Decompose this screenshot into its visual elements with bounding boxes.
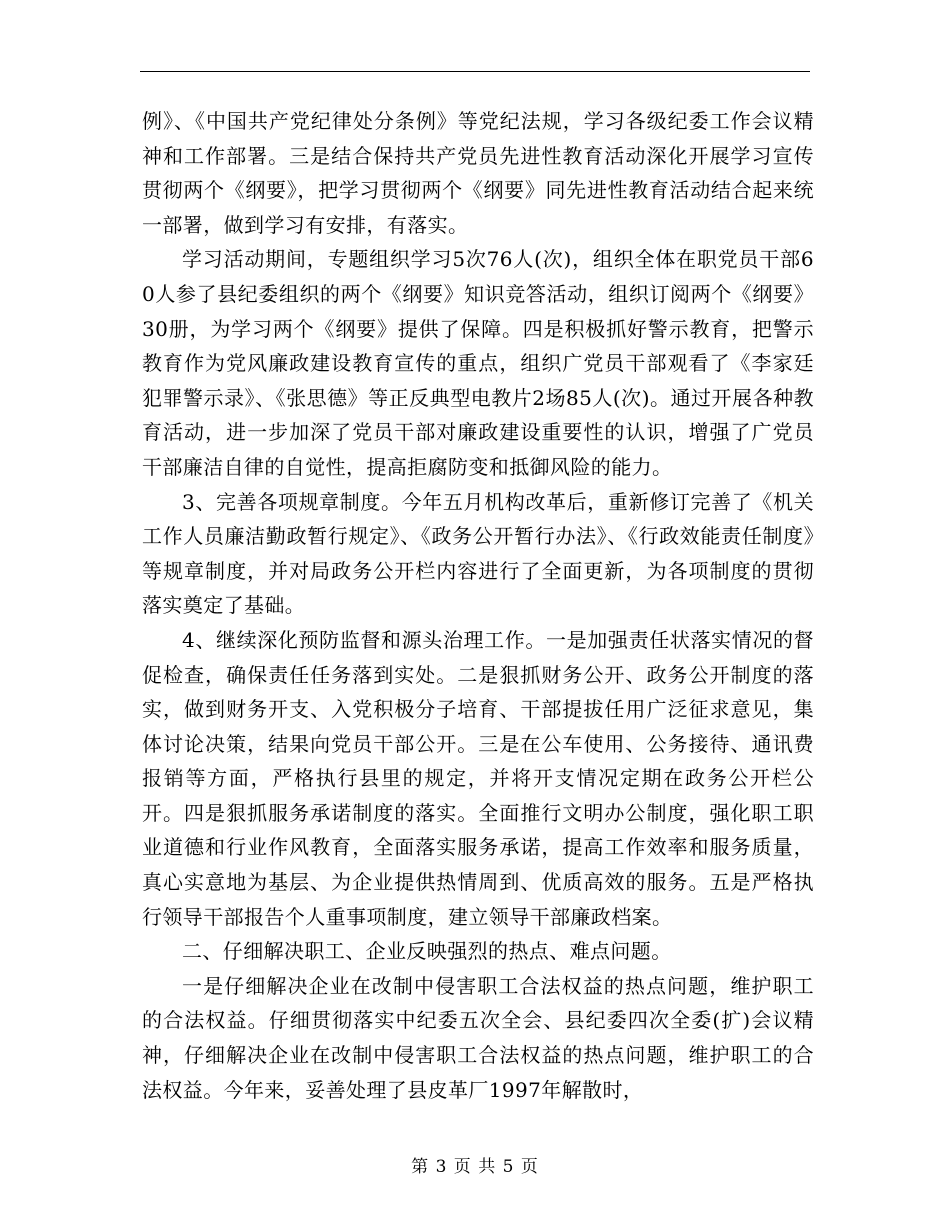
paragraph-6: 一是仔细解决企业在改制中侵害职工合法权益的热点问题，维护职工的合法权益。仔细贯彻落实中纪委五次全会、县纪委四次全委(扩)会议精神，仔细解决企业在改制中侵害职工合法权益的热点问题，维护职工的合法权益。今年来，妥善处理了县皮革厂1997年解散时， bbox=[142, 973, 814, 1102]
paragraph-3: 3、完善各项规章制度。今年五月机构改革后，重新修订完善了《机关工作人员廉洁勤政暂行规定》、《政务公开暂行办法》、《行政效能责任制度》等规章制度，并对局政务公开栏内容进行了全面更新，为各项制度的贯彻落实奠定了基础。 bbox=[142, 489, 814, 618]
section-heading: 二、仔细解决职工、企业反映强烈的热点、难点问题。 bbox=[182, 939, 672, 964]
paragraph-2: 学习活动期间，专题组织学习5次76人(次)，组织全体在职党员干部60人参了县纪委组织的两个《纲要》知识竞答活动，组织订阅两个《纲要》30册，为学习两个《纲要》提供了保障。四是积极抓好警示教育，把警示教育作为党风廉政建设教育宣传的重点，组织广党员干部观看了《李家廷犯罪警示录》、《张思德》等正反典型电教片2场85人(次)。通过开展各种教育活动，进一步加深了党员干部对廉政建设重要性的认识，增强了广党员干部廉洁自律的自觉性，提高拒腐防变和抵御风险的能力。 bbox=[142, 247, 814, 479]
document-body bbox=[142, 104, 814, 1107]
paragraph-1: 例》、《中国共产党纪律处分条例》等党纪法规，学习各级纪委工作会议精神和工作部署。三是结合保持共产党员先进性教育活动深化开展学习宣传贯彻两个《纲要》，把学习贯彻两个《纲要》同先进性教育活动结合起来统一部署，做到学习有安排，有落实。 bbox=[142, 109, 814, 237]
paragraph-4: 4、继续深化预防监督和源头治理工作。一是加强责任状落实情况的督促检查，确保责任任务落到实处。二是狠抓财务公开、政务公开制度的落实，做到财务开支、入党积极分子培育、干部提拔任用广泛征求意见，集体讨论决策，结果向党员干部公开。三是在公车使用、公务接待、通讯费报销等方面，严格执行县里的规定，并将开支情况定期在政务公开栏公开。四是狠抓服务承诺制度的落实。全面推行文明办公制度，强化职工职业道德和行业作风教育，全面落实服务承诺，提高工作效率和服务质量，真心实意地为基层、为企业提供热情周到、优质高效的服务。五是严格执行领导干部报告个人重事项制度，建立领导干部廉政档案。 bbox=[142, 627, 814, 929]
page-number: 第 3 页 共 5 页 bbox=[411, 1157, 539, 1177]
header-rule bbox=[140, 71, 810, 72]
